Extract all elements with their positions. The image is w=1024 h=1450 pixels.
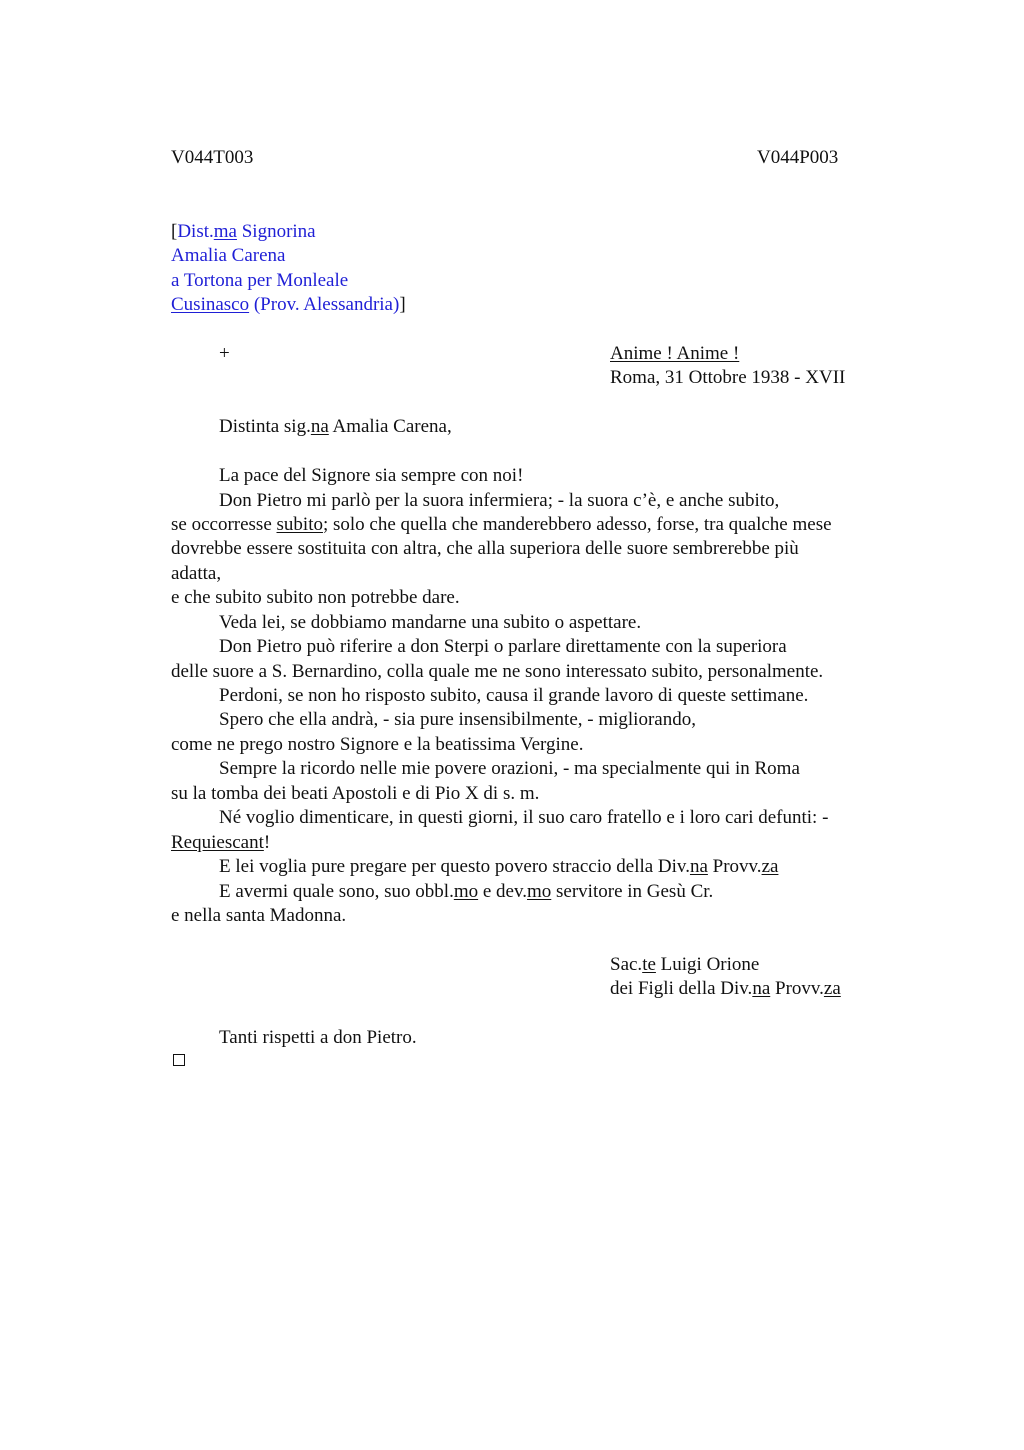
body-line: Sempre la ricordo nelle mie povere orazioni, - ma specialmente qui in Roma [219,758,800,779]
address-line-3: a Tortona per Monleale [171,270,349,291]
body-line: delle suore a S. Bernardino, colla quale me ne sono interessato subito, personalmente. [171,661,824,682]
signature-line-2: dei Figli della Div.na Provv.za [610,978,841,999]
body-line: Spero che ella andrà, - sia pure insensibilmente, - migliorando, [219,709,696,730]
body-line: E avermi quale sono, suo obbl.mo e dev.mo servitore in Gesù Cr. [219,881,714,902]
header-left-code: V044T003 [171,147,254,168]
address-line-2: Amalia Carena [171,245,286,266]
header-right-code: V044P003 [757,147,839,168]
body-line: Requiescant! [171,832,271,853]
body-line: La pace del Signore sia sempre con noi! [219,465,524,486]
body-line: su la tomba dei beati Apostoli e di Pio X di s. m. [171,783,540,804]
body-line: e che subito subito non potrebbe dare. [171,587,460,608]
body-line: Veda lei, se dobbiamo mandarne una subito o aspettare. [219,612,642,633]
body-line: Perdoni, se non ho risposto subito, causa il grande lavoro di queste settimane. [219,685,809,706]
address-line-4: Cusinasco (Prov. Alessandria)] [171,294,406,315]
address-line-1: [Dist.ma Signorina [171,221,316,242]
body-line: adatta, [171,563,222,584]
body-line: E lei voglia pure pregare per questo povero straccio della Div.na Provv.za [219,856,779,877]
body-line: se occorresse subito; solo che quella che manderebbero adesso, forse, tra qualche mese [171,514,832,535]
end-square-icon [173,1054,185,1066]
motto: Anime ! Anime ! [610,343,740,364]
body-line: Né voglio dimenticare, in questi giorni, il suo caro fratello e i loro cari defunti: - [219,807,829,828]
salutation: Distinta sig.na Amalia Carena, [219,416,452,437]
body-line: e nella santa Madonna. [171,905,347,926]
place-date: Roma, 31 Ottobre 1938 - XVII [610,367,846,388]
cross-mark: + [219,343,230,364]
body-line: dovrebbe essere sostituita con altra, che alla superiora delle suore sembrerebbe più [171,538,799,559]
body-line: come ne prego nostro Signore e la beatissima Vergine. [171,734,584,755]
signature-line-1: Sac.te Luigi Orione [610,954,760,975]
body-line: Don Pietro mi parlò per la suora infermiera; - la suora c’è, e anche subito, [219,490,780,511]
body-line: Don Pietro può riferire a don Sterpi o parlare direttamente con la superiora [219,636,787,657]
postscript: Tanti rispetti a don Pietro. [219,1027,417,1048]
